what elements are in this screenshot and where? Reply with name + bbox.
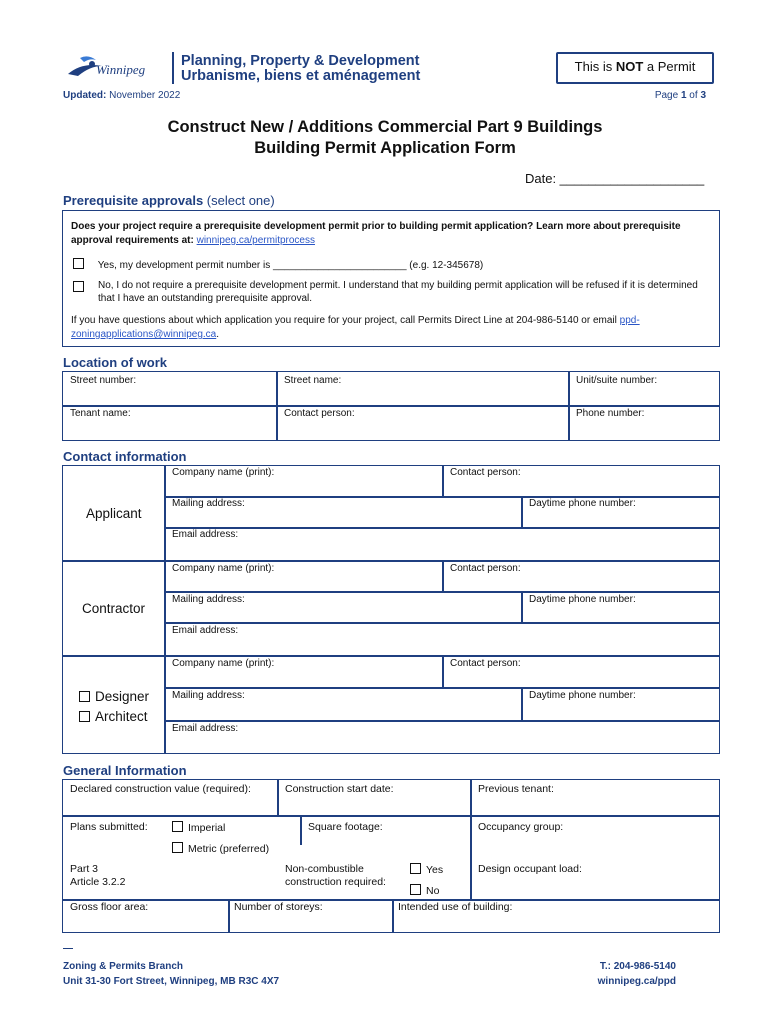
applicant-row2 — [164, 527, 720, 529]
footer-phone: T.: 204-986-5140 — [599, 961, 676, 972]
applicant-phone-field[interactable]: Daytime phone number: — [529, 498, 636, 509]
location-col-divider-1 — [276, 371, 278, 441]
imperial-option[interactable] — [172, 821, 225, 834]
contractor-email-field[interactable]: Email address: — [172, 625, 239, 636]
prereq-heading — [63, 193, 275, 208]
notice-post: a Permit — [643, 59, 696, 74]
noncomb-yes-option[interactable] — [410, 863, 443, 876]
footer-address: Unit 31-30 Fort Street, Winnipeg, MB R3C 4X7 — [63, 976, 280, 987]
noncomb-yes-checkbox[interactable] — [410, 863, 421, 874]
square-footage-field[interactable]: Square footage: — [308, 821, 383, 833]
page-pre: Page — [654, 90, 681, 101]
permit-process-link[interactable]: winnipeg.ca/permitprocess — [196, 235, 315, 246]
designer-company-field[interactable]: Company name (print): — [172, 658, 275, 669]
street-number-field[interactable]: Street number: — [70, 375, 137, 386]
applicant-mailing-field[interactable]: Mailing address: — [172, 498, 245, 509]
prereq-help — [71, 314, 711, 342]
general-col-e — [392, 899, 394, 933]
storeys-field[interactable]: Number of storeys: — [234, 901, 323, 913]
contractor-contact-field[interactable]: Contact person: — [450, 563, 521, 574]
declared-value-field[interactable]: Declared construction value (required): — [70, 783, 251, 795]
applicant-col2 — [521, 496, 523, 527]
applicant-email-field[interactable]: Email address: — [172, 529, 239, 540]
org-name-fr: Urbanisme, biens et aménagement — [181, 68, 421, 84]
page-number — [640, 90, 706, 101]
start-date-field[interactable]: Construction start date: — [285, 783, 394, 795]
metric-checkbox[interactable] — [172, 842, 183, 853]
general-col-a — [277, 779, 279, 815]
updated-label: Updated: — [63, 90, 107, 101]
general-col-d — [228, 899, 230, 933]
location-heading: Location of work — [63, 355, 167, 370]
article-label: Article 3.2.2 — [70, 876, 126, 888]
date-field[interactable]: Date: ____________________ — [525, 171, 705, 186]
zoning-email-link[interactable]: ppd-zoningapplications@winnipeg.ca — [71, 315, 640, 340]
designer-option[interactable] — [79, 689, 149, 704]
notice-pre: This is — [574, 59, 616, 74]
footer-website[interactable]: winnipeg.ca/ppd — [597, 976, 676, 987]
architect-checkbox[interactable] — [79, 711, 90, 722]
designer-row2 — [164, 720, 720, 722]
contact-heading: Contact information — [63, 449, 187, 464]
imperial-label: Imperial — [188, 822, 226, 834]
imperial-checkbox[interactable] — [172, 821, 183, 832]
option-yes-label: Yes, my development permit number is ________________________ (e.g. 12-345678) — [97, 260, 484, 271]
applicant-bottom — [62, 560, 720, 562]
designer-phone-field[interactable]: Daytime phone number: — [529, 690, 636, 701]
contractor-label: Contractor — [82, 601, 146, 616]
noncomb-no-checkbox[interactable] — [410, 884, 421, 895]
metric-label: Metric (preferred) — [188, 843, 270, 855]
plans-submitted-label: Plans submitted: — [70, 821, 148, 833]
noncomb-no-label: No — [426, 885, 440, 897]
option-no-label: No, I do not require a prerequisite development permit. I understand that my building permit application will be refused if it is determined that I have an outstanding prerequisite approval. — [98, 280, 698, 304]
designer-mailing-field[interactable]: Mailing address: — [172, 690, 245, 701]
prereq-option-yes[interactable] — [73, 258, 709, 273]
footer-dash: — — [63, 943, 73, 954]
location-row-divider — [62, 405, 720, 407]
contractor-col2 — [521, 591, 523, 622]
design-occupant-load-field[interactable]: Design occupant load: — [478, 863, 582, 875]
general-heading: General Information — [63, 763, 187, 778]
designer-email-field[interactable]: Email address: — [172, 723, 239, 734]
designer-row1 — [164, 687, 720, 689]
noncombustible-label-2: construction required: — [285, 876, 386, 888]
contractor-phone-field[interactable]: Daytime phone number: — [529, 594, 636, 605]
contractor-col1 — [442, 560, 444, 591]
contact-role-divider — [164, 465, 166, 754]
prereq-heading-text: Prerequisite approvals — [63, 193, 204, 208]
form-title-line2: Building Permit Application Form — [254, 139, 516, 157]
updated-value: November 2022 — [109, 90, 181, 101]
designer-label: Designer — [95, 689, 150, 704]
designer-contact-field[interactable]: Contact person: — [450, 658, 521, 669]
applicant-contact-field[interactable]: Contact person: — [450, 467, 521, 478]
page-mid: of — [686, 90, 701, 101]
architect-option[interactable] — [79, 709, 148, 724]
part-label: Part 3 — [70, 863, 99, 875]
logo-divider — [172, 52, 174, 84]
architect-label: Architect — [95, 709, 148, 724]
location-phone-field[interactable]: Phone number: — [576, 408, 645, 419]
applicant-row1 — [164, 496, 720, 498]
general-box — [62, 779, 720, 933]
location-contact-field[interactable]: Contact person: — [284, 408, 355, 419]
help-text: If you have questions about which application you require for your project, call Permits Direct Line at 204-986-5140 or email — [71, 315, 620, 326]
general-row3 — [62, 899, 720, 901]
contractor-bottom — [62, 655, 720, 657]
not-a-permit-notice — [556, 52, 714, 84]
contractor-company-field[interactable]: Company name (print): — [172, 563, 275, 574]
general-col-c — [300, 815, 302, 845]
applicant-company-field[interactable]: Company name (print): — [172, 467, 275, 478]
form-title-line1: Construct New / Additions Commercial Part 9 Buildings — [167, 118, 603, 136]
previous-tenant-field[interactable]: Previous tenant: — [478, 783, 554, 795]
prereq-question — [71, 220, 711, 248]
occupancy-group-field[interactable]: Occupancy group: — [478, 821, 564, 833]
no-checkbox[interactable] — [73, 281, 84, 292]
street-name-field[interactable]: Street name: — [284, 375, 342, 386]
prereq-heading-note: (select one) — [206, 193, 275, 208]
intended-use-field[interactable]: Intended use of building: — [398, 901, 513, 913]
page-total: 3 — [700, 90, 706, 101]
page-num: 1 — [680, 90, 687, 101]
org-name-en: Planning, Property & Development — [181, 53, 420, 69]
noncombustible-label-1: Non-combustible — [285, 863, 364, 875]
general-row1 — [62, 815, 720, 817]
applicant-col1 — [442, 465, 444, 496]
contractor-mailing-field[interactable]: Mailing address: — [172, 594, 245, 605]
designer-col1 — [442, 655, 444, 687]
prereq-question-text: Does your project require a prerequisite development permit prior to building permit application? Learn more about prerequisite approval requirements at: — [71, 221, 681, 246]
help-end: . — [216, 329, 220, 340]
location-col-divider-2 — [568, 371, 570, 441]
yes-checkbox[interactable] — [73, 258, 84, 269]
metric-option[interactable] — [172, 842, 269, 855]
designer-col2 — [521, 687, 523, 720]
tenant-name-field[interactable]: Tenant name: — [70, 408, 131, 419]
updated-date — [63, 90, 180, 101]
prereq-option-no[interactable] — [73, 279, 709, 305]
contractor-row2 — [164, 622, 720, 624]
contractor-row1 — [164, 591, 720, 593]
applicant-label: Applicant — [86, 506, 142, 521]
footer-branch: Zoning & Permits Branch — [63, 961, 184, 972]
unit-field[interactable]: Unit/suite number: — [576, 375, 658, 386]
noncomb-yes-label: Yes — [426, 864, 444, 876]
designer-checkbox[interactable] — [79, 691, 90, 702]
noncomb-no-option[interactable] — [410, 884, 439, 897]
logo-wordmark: Winnipeg — [96, 62, 146, 77]
notice-not: NOT — [615, 59, 644, 74]
general-col-b — [470, 779, 472, 899]
gross-floor-area-field[interactable]: Gross floor area: — [70, 901, 149, 913]
